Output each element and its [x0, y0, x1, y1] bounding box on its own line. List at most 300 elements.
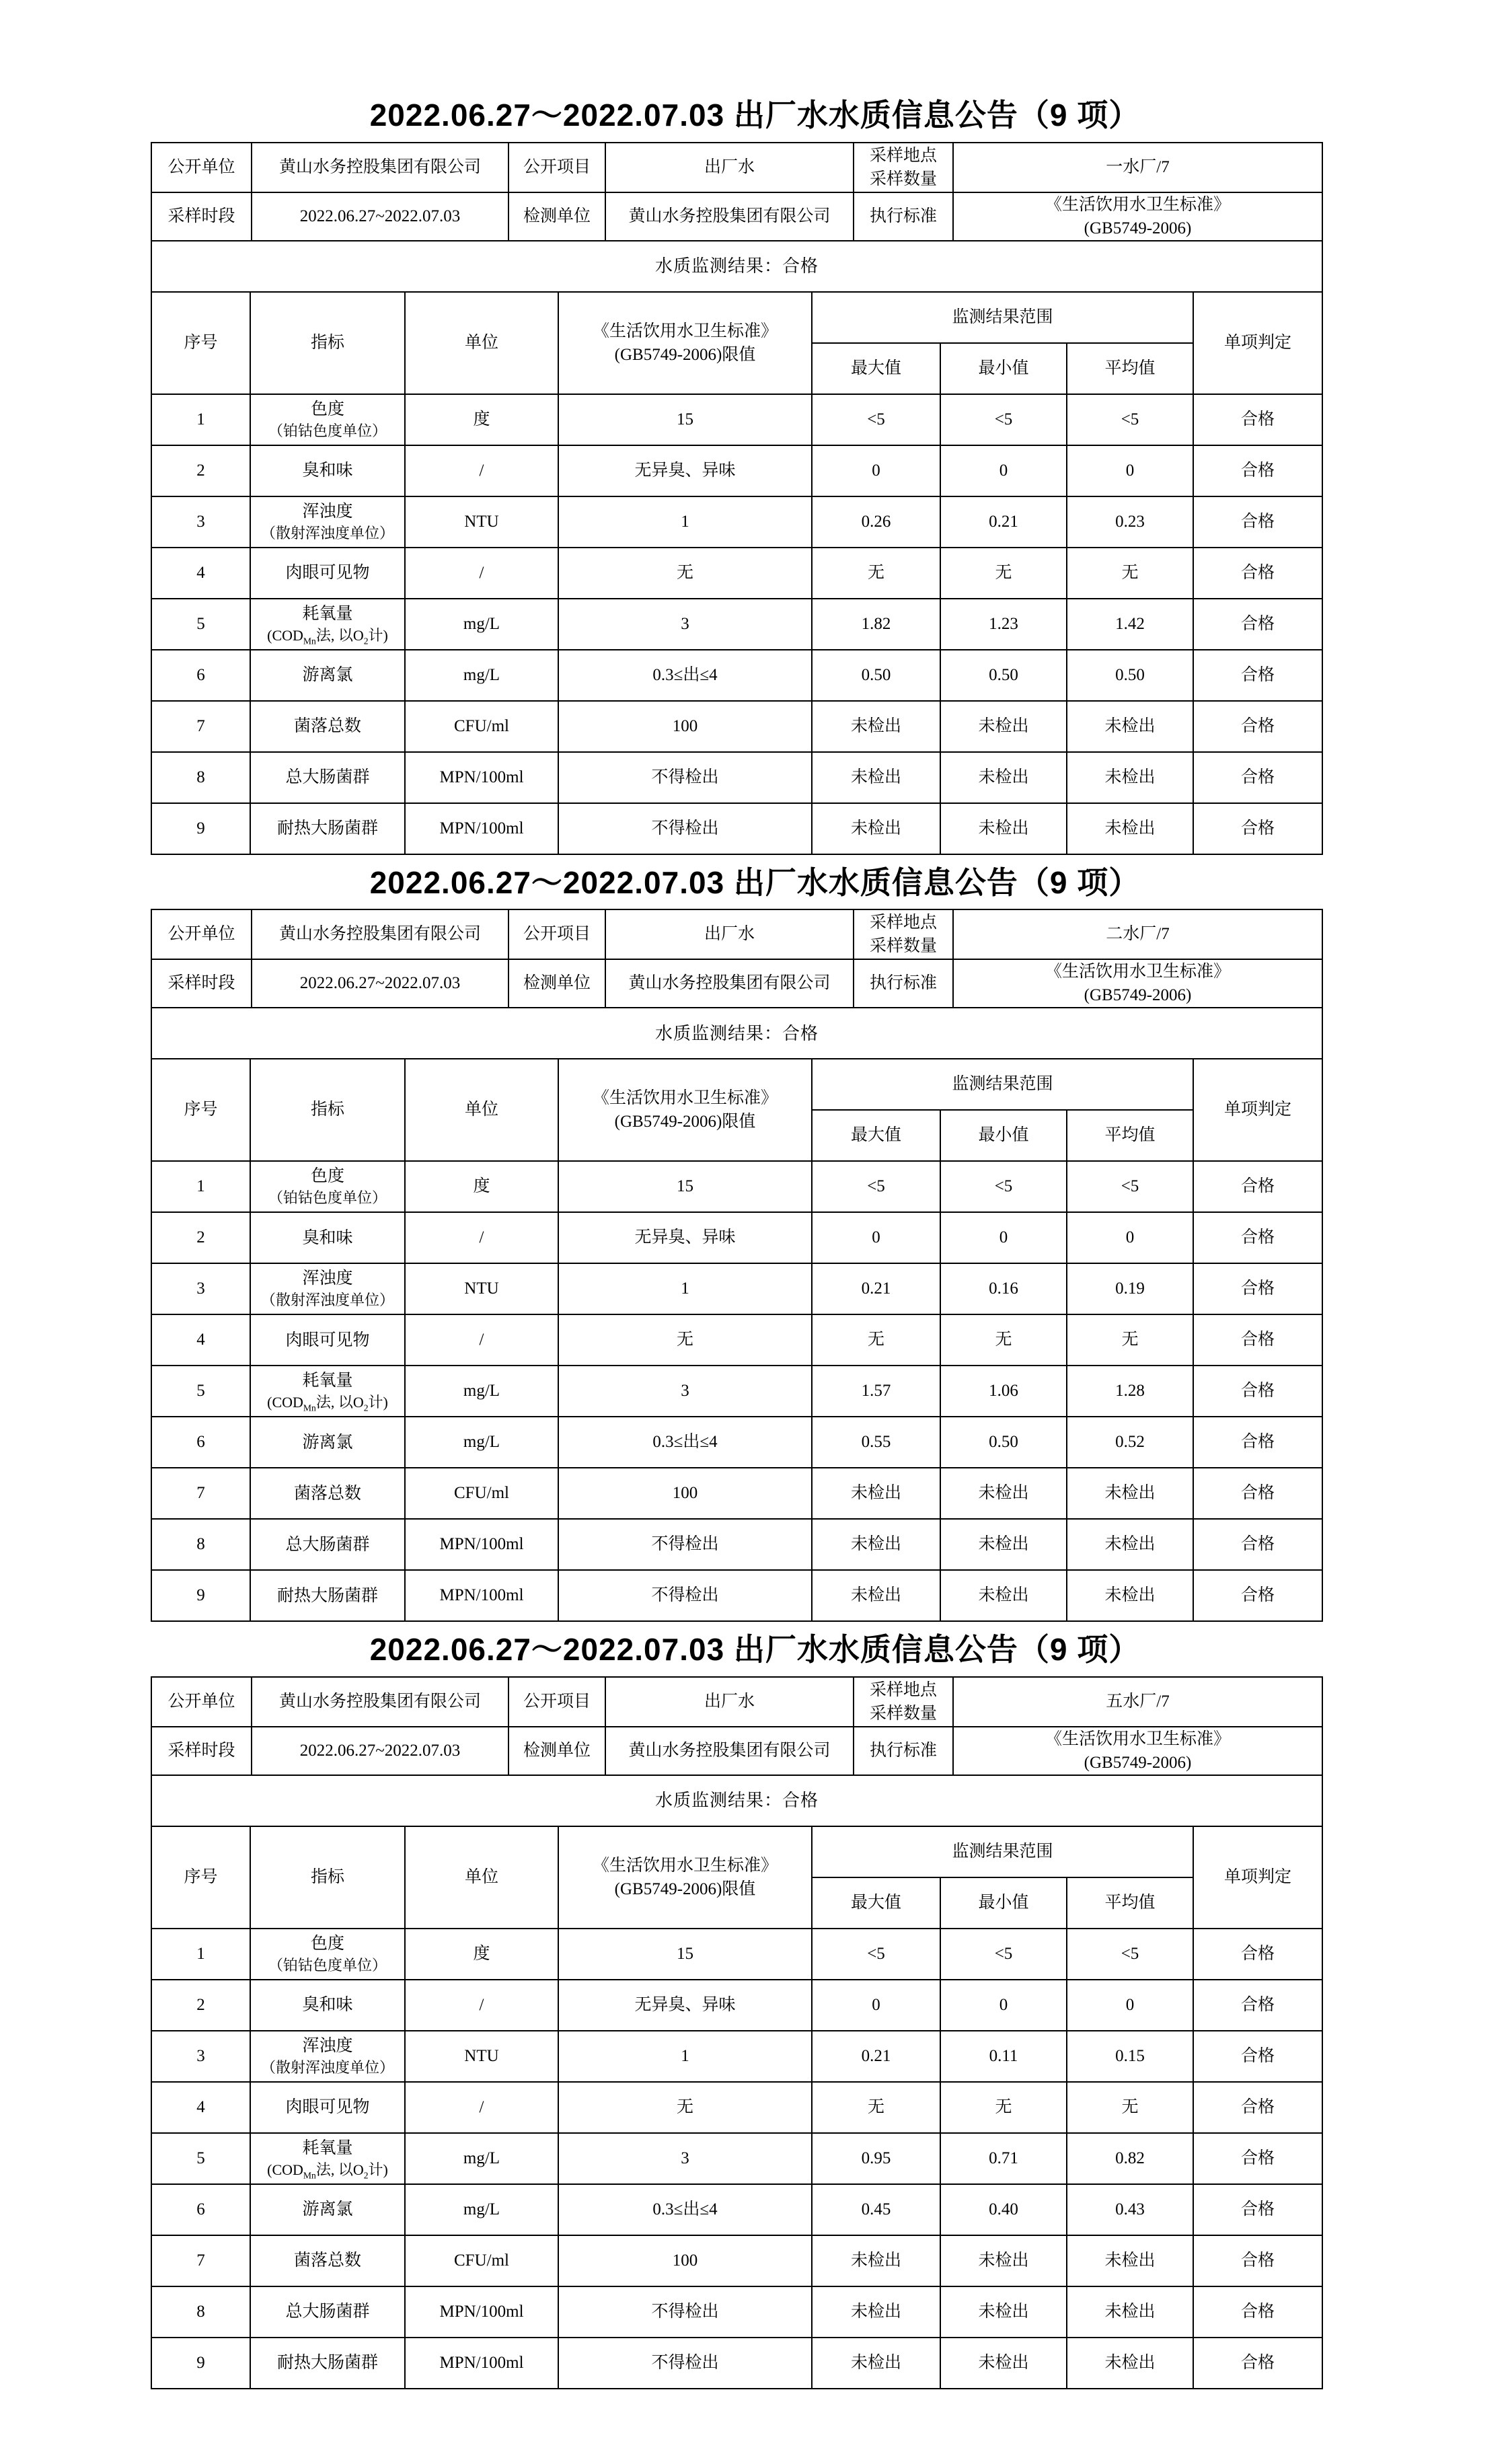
cell-unit: CFU/ml: [405, 1468, 558, 1519]
limit-line1: 《生活饮用水卫生标准》: [592, 1856, 778, 1875]
cell-seq: 5: [151, 1366, 250, 1417]
cell-indicator: 总大肠菌群: [250, 2286, 405, 2338]
col-header-limit: [558, 292, 812, 394]
site-value: 一水厂/7: [953, 143, 1322, 192]
info-row-2: [151, 1727, 1322, 1775]
cell-limit: 1: [558, 2031, 812, 2082]
cell-seq: 3: [151, 1263, 250, 1314]
table-row: [151, 1980, 1322, 2031]
col-header-judge: 单项判定: [1193, 1826, 1322, 1929]
standard-line1: 《生活饮用水卫生标准》: [1045, 963, 1230, 981]
cell-limit: 无异臭、异味: [558, 445, 812, 496]
cell-limit: 3: [558, 2133, 812, 2184]
cell-unit: mg/L: [405, 650, 558, 701]
cell-limit: 0.3≤出≤4: [558, 2184, 812, 2235]
cell-min-value: <5: [940, 394, 1067, 445]
table-row: [151, 2235, 1322, 2286]
cell-max-value: 未检出: [812, 1468, 940, 1519]
cell-min-value: 未检出: [940, 1468, 1067, 1519]
cell-seq: 9: [151, 803, 250, 854]
cell-judgement: 合格: [1193, 1519, 1322, 1570]
cell-seq: 6: [151, 1417, 250, 1468]
cell-avg-value: 未检出: [1067, 1468, 1193, 1519]
table-row: [151, 599, 1322, 650]
site-count-label: [854, 1677, 953, 1727]
cell-limit: 3: [558, 1366, 812, 1417]
cell-limit: 15: [558, 1929, 812, 1980]
cell-indicator: 肉眼可见物: [250, 1314, 405, 1366]
cell-max-value: 0: [812, 445, 940, 496]
cell-seq: 6: [151, 650, 250, 701]
cell-avg-value: 无: [1067, 548, 1193, 599]
project-value: 出厂水: [605, 1677, 854, 1727]
cell-indicator: 菌落总数: [250, 701, 405, 752]
cell-seq: 3: [151, 2031, 250, 2082]
cell-avg-value: 1.28: [1067, 1366, 1193, 1417]
table-row: [151, 2133, 1322, 2184]
cell-min-value: 未检出: [940, 2338, 1067, 2389]
cell-judgement: 合格: [1193, 445, 1322, 496]
limit-line2: (GB5749-2006)限值: [614, 345, 756, 364]
cell-unit: MPN/100ml: [405, 2338, 558, 2389]
result-row: [151, 241, 1322, 292]
table-row: [151, 2338, 1322, 2389]
count-label: 采样数量: [869, 170, 937, 188]
quality-data-table: [151, 291, 1323, 855]
cell-judgement: 合格: [1193, 2031, 1322, 2082]
col-header-judge: 单项判定: [1193, 1059, 1322, 1161]
cell-avg-value: 未检出: [1067, 2235, 1193, 2286]
col-header-unit: 单位: [405, 292, 558, 394]
col-header-avg: 平均值: [1067, 343, 1193, 394]
col-header-seq: 序号: [151, 1826, 250, 1929]
cell-unit: mg/L: [405, 1366, 558, 1417]
project-label: 公开项目: [508, 1677, 605, 1727]
cell-judgement: 合格: [1193, 496, 1322, 548]
cell-avg-value: 0: [1067, 1980, 1193, 2031]
cell-max-value: 0.26: [812, 496, 940, 548]
cell-judgement: 合格: [1193, 1314, 1322, 1366]
cell-unit: mg/L: [405, 2133, 558, 2184]
cell-avg-value: 0: [1067, 1212, 1193, 1263]
cell-limit: 不得检出: [558, 1570, 812, 1621]
table-row: [151, 445, 1322, 496]
cell-max-value: 0.45: [812, 2184, 940, 2235]
cell-indicator: 浑浊度 （散射浑浊度单位）: [250, 2031, 405, 2082]
standard-label: 执行标准: [854, 959, 953, 1008]
company-label: 公开单位: [151, 1677, 252, 1727]
cell-max-value: 0.50: [812, 650, 940, 701]
cell-avg-value: <5: [1067, 1161, 1193, 1212]
cell-indicator: 总大肠菌群: [250, 1519, 405, 1570]
cell-seq: 9: [151, 2338, 250, 2389]
cell-indicator: 耐热大肠菌群: [250, 2338, 405, 2389]
cell-judgement: 合格: [1193, 2235, 1322, 2286]
cell-indicator: 肉眼可见物: [250, 548, 405, 599]
limit-line2: (GB5749-2006)限值: [614, 1879, 756, 1898]
cell-avg-value: 0.19: [1067, 1263, 1193, 1314]
cell-limit: 不得检出: [558, 752, 812, 803]
company-label: 公开单位: [151, 909, 252, 959]
cell-min-value: 0: [940, 445, 1067, 496]
table-row: [151, 701, 1322, 752]
table-row: [151, 650, 1322, 701]
cell-avg-value: <5: [1067, 394, 1193, 445]
site-label: 采样地点: [869, 913, 937, 932]
cell-unit: MPN/100ml: [405, 1519, 558, 1570]
cell-limit: 无: [558, 548, 812, 599]
cell-seq: 7: [151, 2235, 250, 2286]
quality-data-table: [151, 1826, 1323, 2389]
col-header-unit: 单位: [405, 1059, 558, 1161]
cell-seq: 1: [151, 394, 250, 445]
cell-indicator: 色度 （铂钴色度单位）: [250, 1161, 405, 1212]
cell-min-value: 0.71: [940, 2133, 1067, 2184]
company-value: 黄山水务控股集团有限公司: [252, 143, 508, 192]
cell-seq: 2: [151, 445, 250, 496]
cell-max-value: 无: [812, 2082, 940, 2133]
header-row-1: [151, 1826, 1322, 1877]
period-label: 采样时段: [151, 959, 252, 1008]
standard-value: [953, 959, 1322, 1008]
header-row-1: [151, 292, 1322, 343]
cell-judgement: 合格: [1193, 2184, 1322, 2235]
result-text: 水质监测结果：合格: [151, 241, 1322, 292]
cell-indicator: 菌落总数: [250, 2235, 405, 2286]
cell-unit: mg/L: [405, 2184, 558, 2235]
cell-min-value: 未检出: [940, 1519, 1067, 1570]
table-row: [151, 496, 1322, 548]
cell-avg-value: 0.15: [1067, 2031, 1193, 2082]
cell-min-value: 未检出: [940, 2235, 1067, 2286]
col-header-range: 监测结果范围: [812, 1059, 1193, 1110]
cell-indicator: 耗氧量 ($COD_{Mn}$法, 以$O_2$计): [250, 599, 405, 650]
cell-indicator: 浑浊度 （散射浑浊度单位）: [250, 496, 405, 548]
cell-judgement: 合格: [1193, 2133, 1322, 2184]
cell-max-value: <5: [812, 1161, 940, 1212]
cell-max-value: 未检出: [812, 1570, 940, 1621]
col-header-avg: 平均值: [1067, 1877, 1193, 1929]
col-header-limit: [558, 1826, 812, 1929]
cell-indicator: 臭和味: [250, 1212, 405, 1263]
cell-judgement: 合格: [1193, 2338, 1322, 2389]
cell-min-value: 未检出: [940, 2286, 1067, 2338]
col-header-judge: 单项判定: [1193, 292, 1322, 394]
cell-judgement: 合格: [1193, 2286, 1322, 2338]
cell-min-value: 无: [940, 548, 1067, 599]
cell-judgement: 合格: [1193, 1468, 1322, 1519]
cell-max-value: 未检出: [812, 752, 940, 803]
cell-indicator: 耐热大肠菌群: [250, 803, 405, 854]
info-table: [151, 1676, 1323, 1827]
tester-value: 黄山水务控股集团有限公司: [605, 959, 854, 1008]
cell-seq: 2: [151, 1212, 250, 1263]
period-label: 采样时段: [151, 1727, 252, 1775]
cell-avg-value: 未检出: [1067, 1570, 1193, 1621]
table-row: [151, 1212, 1322, 1263]
table-row: [151, 803, 1322, 854]
cell-avg-value: 0.52: [1067, 1417, 1193, 1468]
tester-label: 检测单位: [508, 1727, 605, 1775]
cell-max-value: 0: [812, 1212, 940, 1263]
cell-limit: 不得检出: [558, 1519, 812, 1570]
cell-avg-value: 0: [1067, 445, 1193, 496]
cell-min-value: 0.11: [940, 2031, 1067, 2082]
cell-unit: MPN/100ml: [405, 1570, 558, 1621]
result-text: 水质监测结果：合格: [151, 1008, 1322, 1059]
cell-min-value: 未检出: [940, 701, 1067, 752]
cell-unit: /: [405, 1314, 558, 1366]
cell-judgement: 合格: [1193, 650, 1322, 701]
cell-unit: /: [405, 548, 558, 599]
table-row: [151, 1161, 1322, 1212]
info-row-2: [151, 959, 1322, 1008]
cell-limit: 0.3≤出≤4: [558, 1417, 812, 1468]
cell-min-value: 0.16: [940, 1263, 1067, 1314]
cell-limit: 3: [558, 599, 812, 650]
cell-seq: 2: [151, 1980, 250, 2031]
info-row-1: [151, 1677, 1322, 1727]
result-text: 水质监测结果：合格: [151, 1775, 1322, 1826]
page-title: 2022.06.27～2022.07.03 出厂水水质信息公告（9 项）: [369, 864, 1141, 900]
cell-judgement: 合格: [1193, 1366, 1322, 1417]
col-header-min: 最小值: [940, 343, 1067, 394]
cell-unit: /: [405, 1212, 558, 1263]
result-row: [151, 1775, 1322, 1826]
cell-seq: 3: [151, 496, 250, 548]
tester-label: 检测单位: [508, 192, 605, 241]
cell-min-value: 1.06: [940, 1366, 1067, 1417]
cell-unit: 度: [405, 1161, 558, 1212]
cell-limit: 15: [558, 1161, 812, 1212]
cell-judgement: 合格: [1193, 1263, 1322, 1314]
table-row: [151, 2286, 1322, 2338]
cell-limit: 无异臭、异味: [558, 1212, 812, 1263]
cell-max-value: 未检出: [812, 2286, 940, 2338]
cell-max-value: 0.21: [812, 1263, 940, 1314]
company-label: 公开单位: [151, 143, 252, 192]
cell-unit: /: [405, 445, 558, 496]
cell-limit: 100: [558, 1468, 812, 1519]
cell-min-value: 0.40: [940, 2184, 1067, 2235]
col-header-indicator: 指标: [250, 1059, 405, 1161]
cell-indicator: 臭和味: [250, 1980, 405, 2031]
cell-judgement: 合格: [1193, 1417, 1322, 1468]
report-section-plant5: [0, 1633, 1510, 2389]
cell-indicator: 游离氯: [250, 650, 405, 701]
standard-line1: 《生活饮用水卫生标准》: [1045, 195, 1230, 214]
cell-avg-value: <5: [1067, 1929, 1193, 1980]
cell-judgement: 合格: [1193, 803, 1322, 854]
count-label: 采样数量: [869, 1704, 937, 1723]
limit-line1: 《生活饮用水卫生标准》: [592, 1089, 778, 1108]
cell-seq: 7: [151, 1468, 250, 1519]
cell-avg-value: 1.42: [1067, 599, 1193, 650]
cell-avg-value: 0.23: [1067, 496, 1193, 548]
cell-avg-value: 未检出: [1067, 701, 1193, 752]
cell-seq: 8: [151, 1519, 250, 1570]
cell-indicator: 臭和味: [250, 445, 405, 496]
standard-label: 执行标准: [854, 192, 953, 241]
cell-limit: 100: [558, 2235, 812, 2286]
tester-value: 黄山水务控股集团有限公司: [605, 192, 854, 241]
cell-judgement: 合格: [1193, 394, 1322, 445]
cell-avg-value: 无: [1067, 2082, 1193, 2133]
cell-limit: 100: [558, 701, 812, 752]
cell-max-value: 0.95: [812, 2133, 940, 2184]
cell-limit: 1: [558, 1263, 812, 1314]
cell-avg-value: 0.43: [1067, 2184, 1193, 2235]
cell-judgement: 合格: [1193, 1980, 1322, 2031]
cell-limit: 无: [558, 1314, 812, 1366]
page-title: 2022.06.27～2022.07.03 出厂水水质信息公告（9 项）: [369, 1632, 1141, 1668]
cell-limit: 无异臭、异味: [558, 1980, 812, 2031]
cell-seq: 5: [151, 599, 250, 650]
table-row: [151, 548, 1322, 599]
cell-max-value: <5: [812, 394, 940, 445]
table-row: [151, 1366, 1322, 1417]
cell-unit: MPN/100ml: [405, 752, 558, 803]
table-row: [151, 1519, 1322, 1570]
table-row: [151, 1468, 1322, 1519]
cell-min-value: 0.21: [940, 496, 1067, 548]
table-body: [151, 1929, 1322, 2389]
project-value: 出厂水: [605, 143, 854, 192]
cell-min-value: 未检出: [940, 803, 1067, 854]
col-header-unit: 单位: [405, 1826, 558, 1929]
cell-limit: 不得检出: [558, 2338, 812, 2389]
cell-min-value: 1.23: [940, 599, 1067, 650]
site-count-label: [854, 909, 953, 959]
page-title: 2022.06.27～2022.07.03 出厂水水质信息公告（9 项）: [369, 98, 1141, 133]
cell-judgement: 合格: [1193, 752, 1322, 803]
standard-value: [953, 1727, 1322, 1775]
site-label: 采样地点: [869, 146, 937, 165]
standard-line2: (GB5749-2006): [1084, 986, 1192, 1005]
cell-min-value: 未检出: [940, 1570, 1067, 1621]
cell-seq: 6: [151, 2184, 250, 2235]
cell-indicator: 色度 （铂钴色度单位）: [250, 394, 405, 445]
table-row: [151, 1263, 1322, 1314]
standard-label: 执行标准: [854, 1727, 953, 1775]
cell-unit: MPN/100ml: [405, 2286, 558, 2338]
cell-avg-value: 无: [1067, 1314, 1193, 1366]
cell-judgement: 合格: [1193, 1570, 1322, 1621]
standard-line1: 《生活饮用水卫生标准》: [1045, 1729, 1230, 1748]
cell-indicator: 肉眼可见物: [250, 2082, 405, 2133]
header-row-1: [151, 1059, 1322, 1110]
cell-limit: 不得检出: [558, 2286, 812, 2338]
cell-min-value: <5: [940, 1929, 1067, 1980]
cell-indicator: 游离氯: [250, 1417, 405, 1468]
cell-unit: 度: [405, 1929, 558, 1980]
cell-indicator: 游离氯: [250, 2184, 405, 2235]
site-label: 采样地点: [869, 1680, 937, 1699]
cell-avg-value: 未检出: [1067, 2286, 1193, 2338]
cell-unit: CFU/ml: [405, 701, 558, 752]
tester-value: 黄山水务控股集团有限公司: [605, 1727, 854, 1775]
cell-min-value: 0: [940, 1980, 1067, 2031]
col-header-range: 监测结果范围: [812, 292, 1193, 343]
cell-min-value: 0.50: [940, 1417, 1067, 1468]
cell-indicator: 耗氧量 ($COD_{Mn}$法, 以$O_2$计): [250, 1366, 405, 1417]
cell-avg-value: 未检出: [1067, 752, 1193, 803]
col-header-min: 最小值: [940, 1877, 1067, 1929]
cell-limit: 0.3≤出≤4: [558, 650, 812, 701]
cell-unit: 度: [405, 394, 558, 445]
col-header-avg: 平均值: [1067, 1110, 1193, 1161]
table-row: [151, 2031, 1322, 2082]
table-row: [151, 1314, 1322, 1366]
cell-judgement: 合格: [1193, 1929, 1322, 1980]
table-row: [151, 394, 1322, 445]
tester-label: 检测单位: [508, 959, 605, 1008]
col-header-max: 最大值: [812, 1110, 940, 1161]
cell-seq: 4: [151, 2082, 250, 2133]
cell-max-value: 未检出: [812, 2235, 940, 2286]
cell-unit: /: [405, 1980, 558, 2031]
cell-seq: 1: [151, 1929, 250, 1980]
period-value: 2022.06.27~2022.07.03: [252, 1727, 508, 1775]
cell-avg-value: 未检出: [1067, 2338, 1193, 2389]
info-row-1: [151, 143, 1322, 192]
cell-judgement: 合格: [1193, 1212, 1322, 1263]
cell-seq: 8: [151, 2286, 250, 2338]
cell-unit: mg/L: [405, 599, 558, 650]
cell-max-value: 0.21: [812, 2031, 940, 2082]
col-header-seq: 序号: [151, 1059, 250, 1161]
period-label: 采样时段: [151, 192, 252, 241]
col-header-limit: [558, 1059, 812, 1161]
cell-min-value: 0: [940, 1212, 1067, 1263]
report-section-plant1: [0, 98, 1510, 855]
cell-unit: NTU: [405, 496, 558, 548]
cell-seq: 4: [151, 548, 250, 599]
cell-avg-value: 0.50: [1067, 650, 1193, 701]
cell-indicator: 耗氧量 ($COD_{Mn}$法, 以$O_2$计): [250, 2133, 405, 2184]
project-label: 公开项目: [508, 909, 605, 959]
cell-unit: MPN/100ml: [405, 803, 558, 854]
report-section-plant2: [0, 866, 1510, 1622]
table-body: [151, 1161, 1322, 1621]
cell-seq: 5: [151, 2133, 250, 2184]
col-header-indicator: 指标: [250, 292, 405, 394]
cell-limit: 1: [558, 496, 812, 548]
cell-seq: 7: [151, 701, 250, 752]
company-value: 黄山水务控股集团有限公司: [252, 909, 508, 959]
cell-judgement: 合格: [1193, 701, 1322, 752]
info-row-1: [151, 909, 1322, 959]
cell-judgement: 合格: [1193, 1161, 1322, 1212]
cell-min-value: 无: [940, 1314, 1067, 1366]
col-header-max: 最大值: [812, 1877, 940, 1929]
cell-max-value: 未检出: [812, 1519, 940, 1570]
cell-min-value: <5: [940, 1161, 1067, 1212]
cell-min-value: 0.50: [940, 650, 1067, 701]
cell-unit: NTU: [405, 1263, 558, 1314]
col-header-range: 监测结果范围: [812, 1826, 1193, 1877]
limit-line2: (GB5749-2006)限值: [614, 1113, 756, 1131]
result-row: [151, 1008, 1322, 1059]
standard-line2: (GB5749-2006): [1084, 1753, 1192, 1772]
table-row: [151, 2184, 1322, 2235]
col-header-seq: 序号: [151, 292, 250, 394]
cell-seq: 8: [151, 752, 250, 803]
cell-limit: 无: [558, 2082, 812, 2133]
col-header-min: 最小值: [940, 1110, 1067, 1161]
cell-indicator: 总大肠菌群: [250, 752, 405, 803]
count-label: 采样数量: [869, 937, 937, 956]
